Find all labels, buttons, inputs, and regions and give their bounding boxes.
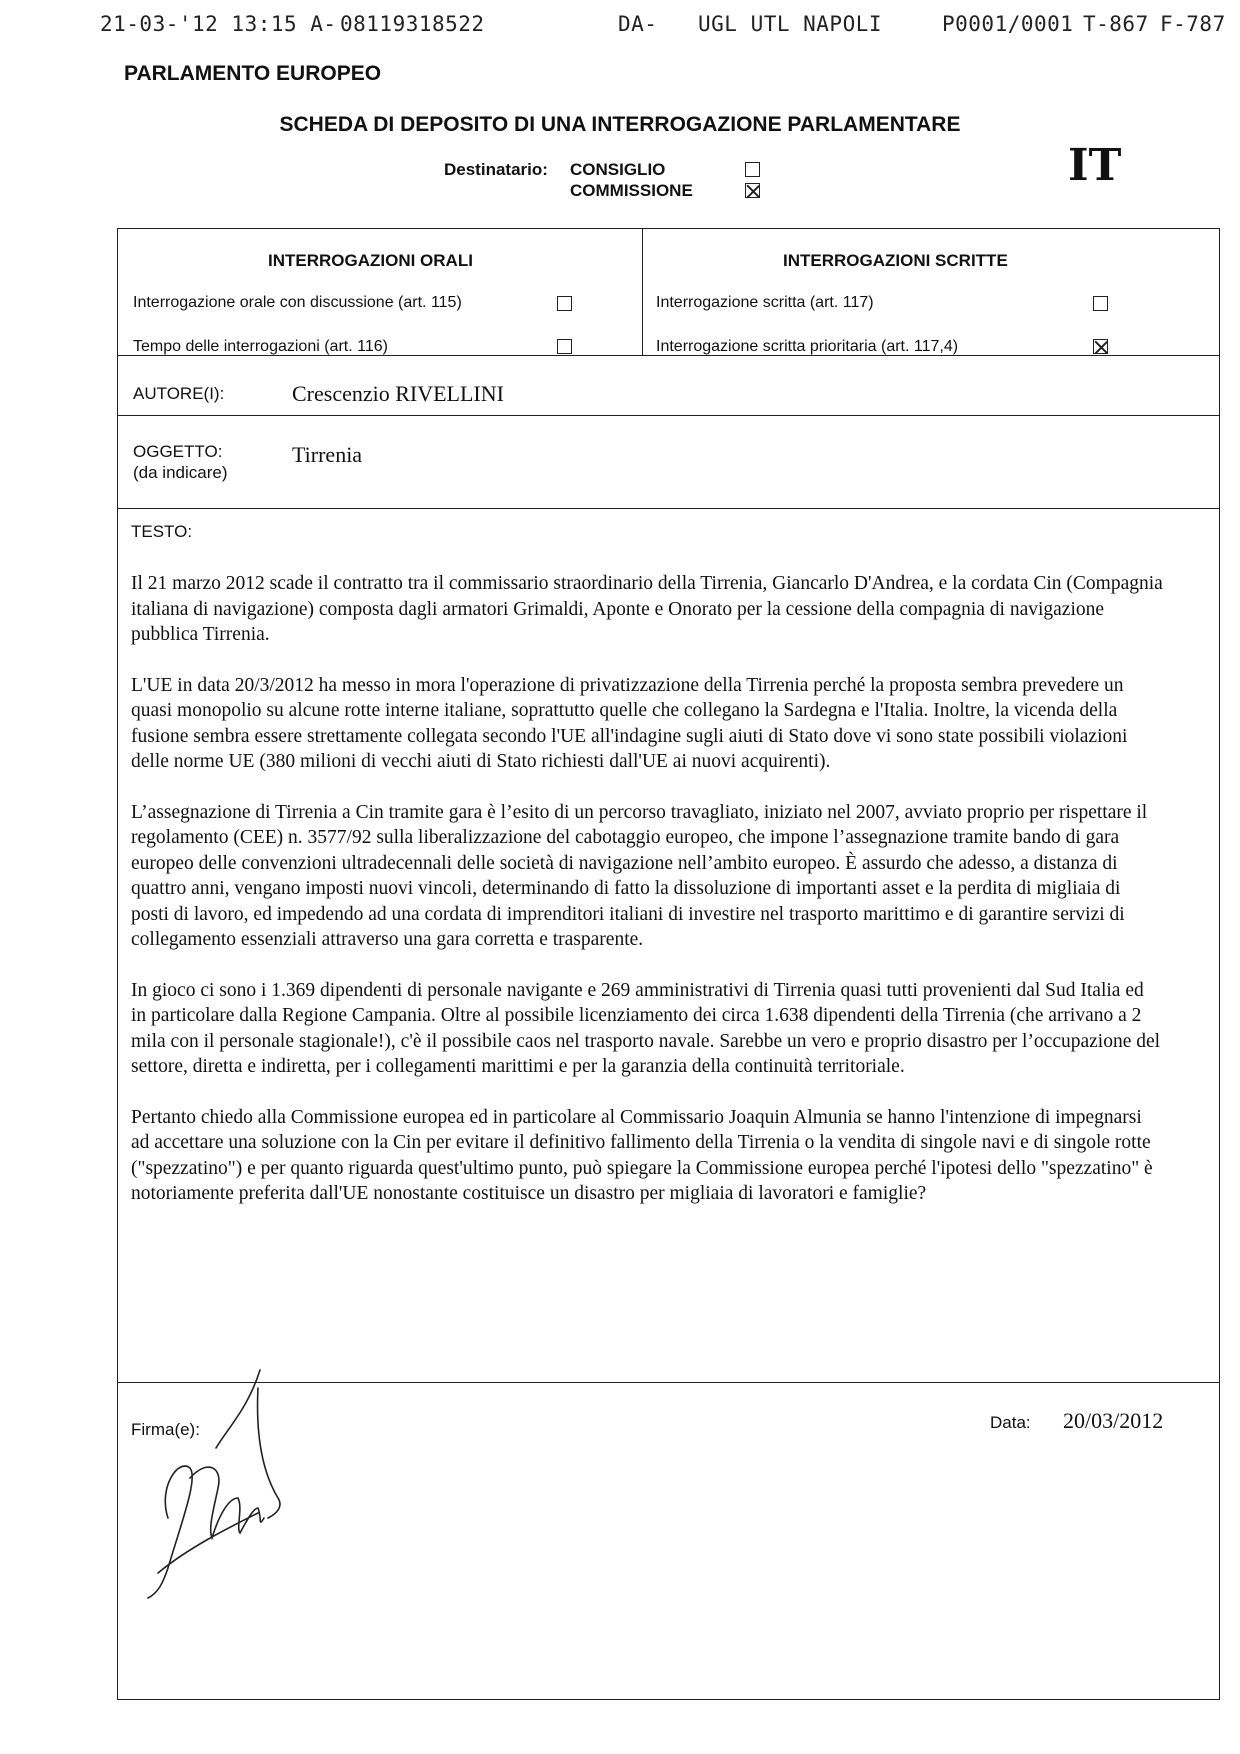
language-code: IT bbox=[1068, 140, 1122, 191]
written-question-checkbox[interactable] bbox=[1093, 296, 1108, 311]
recipient-option-consiglio: CONSIGLIO bbox=[570, 160, 666, 179]
author-value: Crescenzio RIVELLINI bbox=[292, 381, 504, 406]
divider-after-subject bbox=[117, 508, 1220, 509]
signature-label: Firma(e): bbox=[131, 1420, 200, 1439]
recipient-commissione-checkbox[interactable] bbox=[745, 183, 760, 198]
date-value: 20/03/2012 bbox=[1063, 1408, 1164, 1433]
priority-written-question-label: Interrogazione scritta prioritaria (art. 117,4) bbox=[656, 338, 959, 355]
question-paragraph: L'UE in data 20/3/2012 ha messo in mora l'operazione di privatizzazione della Tirrenia perché la proposta sembra prevedere un quasi monopolio su alcune rotte interne italiane, soprattutto quelle che collegano la Sardegna e l'Italia. Inoltre, la vicenda della fusione sembra essere strettamente collegata secondo l'UE all'indagine sugli aiuti di Stato dove vi sono state possibili violazioni delle norme UE (380 milioni di vecchi aiuti di Stato richiesti dall'UE ai nuovi acquirenti). bbox=[131, 674, 1128, 772]
fax-code-f: F-787 bbox=[1160, 12, 1226, 36]
question-paragraph: In gioco ci sono i 1.369 dipendenti di personale navigante e 269 amministrativi di Tirrenia quasi tutti provenienti dal Sud Italia ed in particolare dalla Regione Campania. Oltre al possibile licenziamento dei circa 1.638 dipendenti della Tirrenia (che arrivano a 2 mila con il personale stagionale!), c'è il possibile caos nel trasporto navale. Sarebbe un vero e proprio disastro per l’occupazione del settore, diretta e indiretta, per i collegamenti marittimi e per la garanzia della continuità territoriale. bbox=[131, 979, 1161, 1077]
date-label: Data: bbox=[990, 1413, 1031, 1432]
written-question-label: Interrogazione scritta (art. 117) bbox=[656, 294, 874, 311]
written-questions-heading: INTERROGAZIONI SCRITTE bbox=[783, 251, 1008, 270]
priority-written-question-checkbox[interactable] bbox=[1093, 339, 1108, 354]
question-types-divider bbox=[642, 228, 643, 355]
question-time-label: Tempo delle interrogazioni (art. 116) bbox=[133, 338, 388, 355]
subject-sublabel: (da indicare) bbox=[133, 463, 228, 482]
divider-after-author bbox=[117, 415, 1220, 416]
author-label: AUTORE(I): bbox=[133, 384, 225, 403]
question-paragraph: L’assegnazione di Tirrenia a Cin tramite gara è l’esito di un percorso travagliato, iniziato nel 2007, avviato proprio per rispettare il regolamento (CEE) n. 3577/92 sulla liberalizzazione del cabotaggio europeo, che impone l’assegnazione tramite bando di gara europeo delle convenzioni ultradecennali delle società di navigazione nell’ambito europeo. È assurdo che adesso, a distanza di quattro anni, vengano imposti nuovi vincoli, determinando di fatto la dissoluzione di importanti asset e la perdita di migliaia di posti di lavoro, ed impedendo ad una cordata di imprenditori italiani di investire nel trasporto marittimo e di garantire servizi di collegamento essenziali attraverso una gara corretta e trasparente. bbox=[131, 801, 1148, 950]
question-paragraph: Il 21 marzo 2012 scade il contratto tra il commissario straordinario della Tirrenia, Giancarlo D'Andrea, e la cordata Cin (Compagnia italiana di navigazione) composta dagli armatori Grimaldi, Aponte e Onorato per la cessione della compagnia di navigazione pubblica Tirrenia. bbox=[131, 573, 1163, 645]
form-title: SCHEDA DI DEPOSITO DI UNA INTERROGAZIONE PARLAMENTARE bbox=[279, 113, 961, 136]
question-time-checkbox[interactable] bbox=[557, 339, 572, 354]
fax-page: P0001/0001 bbox=[942, 12, 1074, 36]
fax-from-label: DA- bbox=[618, 12, 658, 36]
fax-datetime: 21-03-'12 13:15 A- bbox=[100, 12, 337, 36]
fax-code-t: T-867 bbox=[1083, 12, 1149, 36]
handwritten-signature bbox=[128, 1368, 298, 1608]
subject-label: OGGETTO: bbox=[133, 442, 223, 461]
oral-question-with-debate-label: Interrogazione orale con discussione (art. 115) bbox=[133, 294, 462, 311]
question-text bbox=[131, 571, 1163, 1232]
recipient-option-commissione: COMMISSIONE bbox=[570, 181, 693, 200]
question-paragraph: Pertanto chiedo alla Commissione europea ed in particolare al Commissario Joaquin Almunia se hanno l'intenzione di impegnarsi ad accettare una soluzione con la Cin per evitare il definitivo fallimento della Tirrenia o la vendita di singole navi e di singole rotte ("spezzatino") e per quanto riguarda quest'ultimo punto, può spiegare la Commissione europea perché l'ipotesi dello "spezzatino" è notoriamente preferita dall'UE nonostante costituisce un disastro per migliaia di lavoratori e famiglie? bbox=[131, 1106, 1153, 1204]
recipient-consiglio-checkbox[interactable] bbox=[745, 162, 760, 177]
subject-value: Tirrenia bbox=[292, 442, 363, 467]
text-label: TESTO: bbox=[131, 522, 193, 541]
oral-questions-heading: INTERROGAZIONI ORALI bbox=[268, 251, 473, 270]
fax-phone: 08119318522 bbox=[340, 12, 485, 36]
fax-sender: UGL UTL NAPOLI bbox=[698, 12, 883, 36]
recipient-label: Destinatario: bbox=[444, 160, 548, 179]
oral-question-with-debate-checkbox[interactable] bbox=[557, 296, 572, 311]
organization-name: PARLAMENTO EUROPEO bbox=[124, 62, 382, 85]
